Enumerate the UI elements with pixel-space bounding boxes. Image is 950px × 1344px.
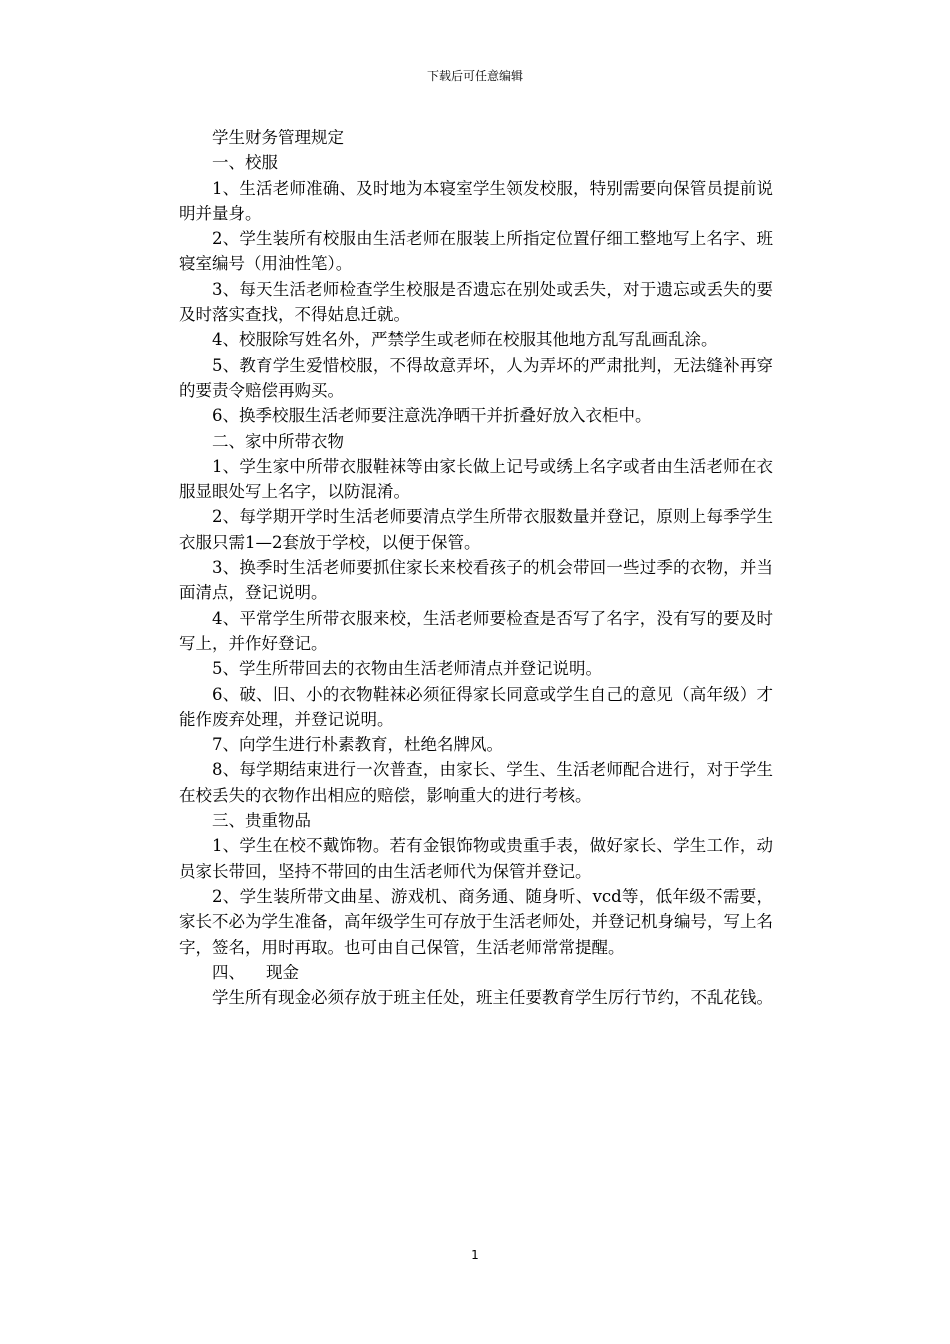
page-header-note: 下载后可任意编辑 [426, 69, 523, 83]
section-heading-cash: 四、 现金 [212, 962, 299, 982]
paragraph: 6、破、旧、小的衣物鞋袜必须征得家长同意或学生自己的意见（高年级）才能作废弃处理，并登记说明。 [179, 684, 773, 729]
section-heading-uniform: 一、校服 [212, 153, 278, 173]
paragraph: 3、每天生活老师检查学生校服是否遗忘在别处或丢失，对于遗忘或丢失的要及时落实查找，不得姑息迁就。 [179, 279, 773, 325]
paragraph: 1、学生家中所带衣服鞋袜等由家长做上记号或绣上名字或者由生活老师在衣服显眼处写上名字，以防混淆。 [179, 456, 773, 502]
section-heading-clothing: 二、家中所带衣物 [212, 431, 344, 451]
paragraph: 8、每学期结束进行一次普查，由家长、学生、生活老师配合进行，对于学生在校丢失的衣物作出相应的赔偿，影响重大的进行考核。 [179, 760, 773, 805]
section-heading-valuables: 三、贵重物品 [212, 811, 311, 831]
document-title: 学生财务管理规定 [212, 128, 344, 147]
paragraph: 学生所有现金必须存放于班主任处，班主任要教育学生厉行节约，不乱花钱。 [212, 988, 773, 1008]
paragraph: 5、学生所带回去的衣物由生活老师清点并登记说明。 [212, 659, 602, 679]
paragraph: 4、平常学生所带衣服来校，生活老师要检查是否写了名字，没有写的要及时写上，并作好登记。 [179, 608, 773, 653]
paragraph: 2、学生装所带文曲星、游戏机、商务通、随身听、vcd等，低年级不需要，家长不必为学生准备，高年级学生可存放于生活老师处，并登记机身编号，写上名字，签名，用时再取。也可由自己保管，生活老师常常提醒。 [179, 886, 773, 957]
paragraph: 3、换季时生活老师要抓住家长来校看孩子的机会带回一些过季的衣物，并当面清点，登记说明。 [179, 558, 773, 603]
paragraph: 7、向学生进行朴素教育，杜绝名牌风。 [212, 735, 503, 755]
paragraph: 2、每学期开学时生活老师要清点学生所带衣服数量并登记，原则上每季学生衣服只需1—2套放于学校，以便于保管。 [179, 507, 773, 552]
page-number: 1 [471, 1248, 479, 1262]
document-body [179, 125, 773, 1010]
paragraph: 4、校服除写姓名外，严禁学生或老师在校服其他地方乱写乱画乱涂。 [212, 330, 718, 350]
paragraph: 5、教育学生爱惜校服，不得故意弄坏，人为弄坏的严肃批判，无法缝补再穿的要责令赔偿再购买。 [179, 355, 773, 400]
paragraph: 1、学生在校不戴饰物。若有金银饰物或贵重手表，做好家长、学生工作，动员家长带回，坚持不带回的由生活老师代为保管并登记。 [179, 836, 773, 881]
paragraph: 2、学生装所有校服由生活老师在服装上所指定位置仔细工整地写上名字、班寝室编号（用油性笔）。 [179, 229, 773, 274]
paragraph: 6、换季校服生活老师要注意洗净晒干并折叠好放入衣柜中。 [212, 406, 652, 426]
paragraph: 1、生活老师准确、及时地为本寝室学生领发校服，特别需要向保管员提前说明并量身。 [179, 178, 773, 223]
